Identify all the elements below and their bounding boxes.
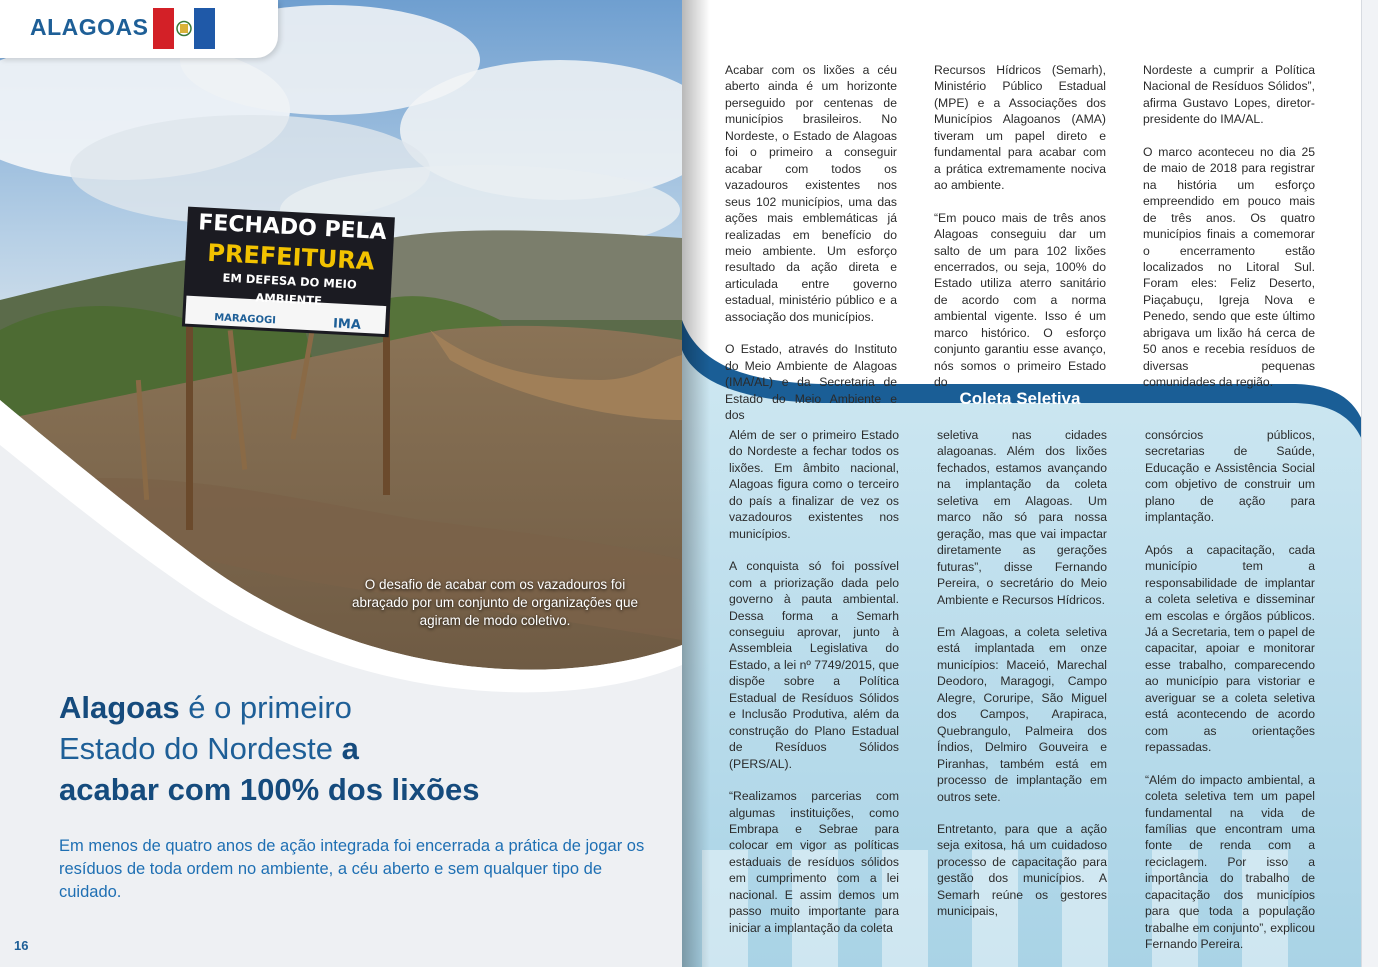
top-column-2	[934, 62, 1106, 407]
section-title-coleta-seletiva: Coleta Seletiva	[959, 389, 1081, 408]
article-subheadline: Em menos de quatro anos de ação integrada foi encerrada a prática de jogar os resíduos de toda ordem no ambiente, a céu aberto e sem qualquer tipo de cuidado.	[59, 837, 645, 901]
bottom-column-2	[937, 427, 1107, 936]
page-number: 16	[14, 938, 29, 953]
paragraph: “Realizamos parcerias com algumas instituições, como Embrapa e Sebrae para colocar em vigor as políticas estaduais de resíduos sólidos em cumprimento com a lei nacional. E assim demos um passo muito importante para iniciar a implantação da coleta	[729, 789, 899, 935]
maragogi-logo: MARAGOGI	[213, 311, 277, 326]
bottom-column-1	[729, 427, 899, 952]
bottom-column-3	[1145, 427, 1315, 967]
paragraph: “Além do impacto ambiental, a coleta seletiva tem um papel fundamental na vida de famílias que encontram uma fonte de renda com a reciclagem. Por isso a importância do trabalho de capacitação dos municípios para que toda a população trabalhe em conjunto”, explicou Fernando Pereira.	[1145, 772, 1315, 952]
paragraph: Em Alagoas, a coleta seletiva está implantada em onze municípios: Maceió, Marechal Deodoro, Maragogi, Campo Alegre, Coruripe, São Miguel dos Campos, Arapiraca, Quebrangulo, Palmeira dos Índios, Delmiro Gouveira e Piranhas, também está em processo de implantação em outros sete.	[937, 624, 1107, 804]
paragraph: Além de ser o primeiro Estado do Nordeste a fechar todos os lixões. Em âmbito nacional, Alagoas figura como o terceiro do país a finalizar de vez os vazadouros existentes nos municípios.	[729, 428, 899, 541]
paragraph: Nordeste a cumprir a Política Nacional de Resíduos Sólidos”, afirma Gustavo Lopes, diretor-presidente do IMA/AL.	[1143, 63, 1315, 127]
landfill-photo	[0, 0, 682, 967]
paragraph: “Em pouco mais de três anos Alagoas conseguiu dar um salto de um para 102 lixões encerrados, ou seja, 100% do Estado utiliza aterro sanitário de acordo com a norma ambiental vigente. Isso é um marco histórico. O esforço conjunto garantiu esse avanço, nós somos o primeiro Estado do	[934, 210, 1106, 390]
paragraph: seletiva nas cidades alagoanas. Além dos lixões fechados, estamos avançando na implantação da coleta seletiva em Alagoas. Um marco não só para nossa geração, mas que vai impactar diretamente as gerações futuras”, disse Fernando Pereira, o secretário do Meio Ambiente e Recursos Hídricos.	[937, 428, 1107, 607]
ima-logo: IMA	[332, 315, 362, 333]
sign-line3: EM DEFESA DO MEIO AMBIENTE	[222, 270, 358, 308]
headline-part4: a	[333, 731, 359, 766]
paragraph: Acabar com os lixões a céu aberto ainda é um horizonte perseguido por centenas de municípios brasileiros. No Nordeste, o Estado de Alagoas foi o primeiro a conseguir acabar com todos os vazadouros existentes nos seus 102 municípios, uma das ações mais emblemáticas já realizadas em benefício do meio ambiente. Um esforço resultado da ação direta e articulada entre governo estadual, ministério público e a associação dos municípios.	[725, 63, 897, 324]
top-column-1	[725, 62, 897, 440]
paragraph: A conquista só foi possível com a priorização dada pelo governo à pauta ambiental. Dessa forma a Semarh conseguiu aprovar, junto à Assembleia Legislativa do Estado, a lei nº 7749/2015, que dispõe sobre a Política Estadual de Resíduos Sólidos e Inclusão Produtiva, além da construção do Plano Estadual de Resíduos Sólidos (PERS/AL).	[729, 559, 899, 771]
sign-text	[185, 209, 395, 340]
article-headline	[59, 687, 579, 810]
top-column-3	[1143, 62, 1315, 407]
paragraph: O Estado, através do Instituto do Meio Ambiente de Alagoas (IMA/AL) e da Secretaria de Estado do Meio Ambiente e dos	[725, 342, 897, 423]
sign-line1: FECHADO PELA	[197, 210, 388, 246]
paragraph: consórcios públicos, secretarias de Saúde, Educação e Assistência Social com objetivo de construir um plano de ação para implantação.	[1145, 428, 1315, 525]
paragraph: O marco aconteceu no dia 25 de maio de 2018 para registrar na história um esforço empreendido em pouco mais de três anos. Os quatro municípios finais a comemorar o encerramento estão localizados no Litoral Sul. Foram eles: Feliz Deserto, Piaçabuçu, Igreja Nova e Penedo, sendo que este último abrigava um lixão há cerca de 50 anos e recebia resíduos de diversas pequenas comunidades da região.	[1143, 144, 1315, 390]
paragraph: Após a capacitação, cada município tem a responsabilidade de implantar a coleta seletiva e disseminar em escolas e órgãos públicos. Já a Secretaria, tem o papel de capacitar, apoiar e monitorar esse trabalho, comparecendo ao município para vistoriar e averiguar se a coleta seletiva está acontecendo de acordo com as orientações repassadas.	[1145, 542, 1315, 755]
photo-caption: O desafio de acabar com os vazadouros foi abraçado por um conjunto de organizações que agiram de modo coletivo.	[352, 577, 638, 628]
headline-part1: Alagoas	[59, 690, 180, 725]
paragraph: Entretanto, para que a ação seja exitosa, há um cuidadoso processo de capacitação para gestão dos municípios. A Semarh reúne os gestores municipais,	[937, 821, 1107, 919]
headline-part2: é o primeiro	[179, 690, 352, 725]
alagoas-flag-icon	[153, 8, 215, 49]
page-edge	[1361, 0, 1378, 967]
left-page	[0, 0, 682, 967]
sign-line2: PREFEITURA	[206, 238, 376, 276]
section-label: ALAGOAS	[30, 14, 149, 40]
headline-part3: Estado do Nordeste	[59, 731, 334, 766]
paragraph: Recursos Hídricos (Semarh), Ministério Público Estadual (MPE) e a Associações dos Municípios Alagoanos (AMA) tiveram um papel direto e fundamental para acabar com a prática extremamente nociva ao ambiente.	[934, 63, 1106, 193]
headline-part5: acabar com 100% dos lixões	[59, 772, 480, 807]
section-header-tab	[0, 0, 278, 58]
